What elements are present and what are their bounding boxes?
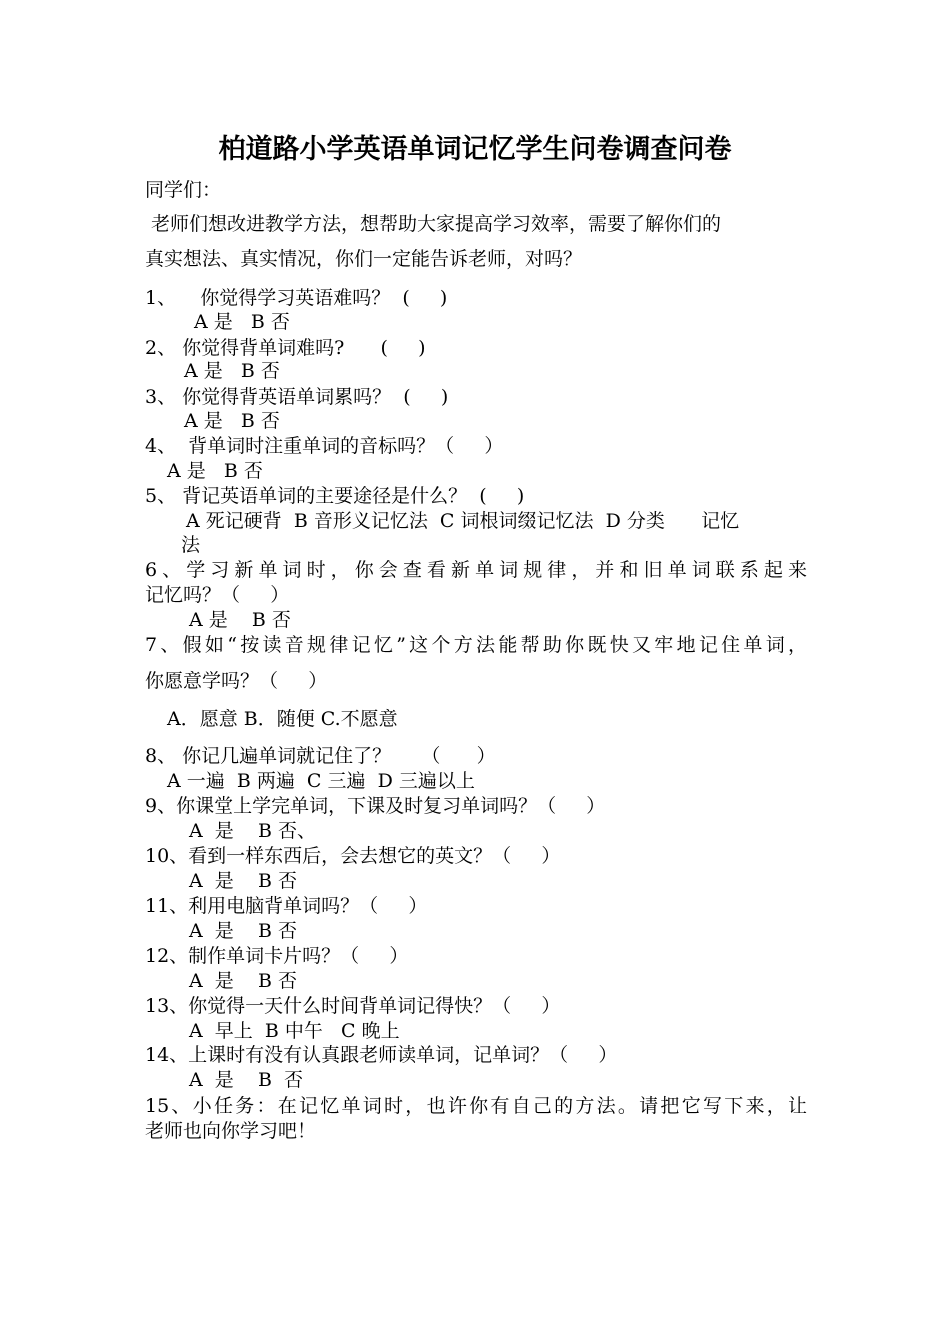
question-5-options-cont: 法	[181, 534, 201, 556]
question-15-line-2: 老师也向你学习吧！	[145, 1120, 317, 1142]
intro-line-1: 老师们想改进教学方法，想帮助大家提高学习效率，需要了解你们的	[145, 213, 722, 235]
question-3: 3、 你觉得背英语单词累吗？ ( )	[145, 386, 449, 408]
greeting: 同学们：	[145, 179, 222, 201]
question-10: 10、看到一样东西后，会去想它的英文？（ ）	[145, 845, 561, 867]
question-6-line-2: 记忆吗？（ ）	[145, 584, 290, 606]
question-4-options: A 是 B 否	[167, 460, 263, 482]
question-14-options: A 是 B 否	[189, 1069, 304, 1091]
question-7-options: A．愿意 B．随便 C.不愿意	[167, 708, 398, 730]
intro-line-2: 真实想法、真实情况，你们一定能告诉老师，对吗？	[145, 248, 583, 270]
question-15-line-1: 15、小任务：在记忆单词时，也许你有自己的方法。请把它写下来，让	[145, 1095, 807, 1117]
question-13: 13、你觉得一天什么时间背单词记得快？（ ）	[145, 995, 561, 1017]
question-4: 4、 背单词时注重单词的音标吗？（ ）	[145, 435, 504, 457]
question-8: 8、 你记几遍单词就记住了？ （ ）	[145, 745, 496, 767]
page-title: 柏道路小学英语单词记忆学生问卷调查问卷	[218, 134, 732, 165]
question-9: 9、你课堂上学完单词，下课及时复习单词吗？（ ）	[145, 795, 606, 817]
question-12: 12、制作单词卡片吗？（ ）	[145, 945, 409, 967]
question-9-options: A 是 B 否、	[189, 820, 316, 842]
question-10-options: A 是 B 否	[189, 870, 297, 892]
question-2-options: A 是 B 否	[184, 360, 280, 382]
question-8-options: A 一遍 B 两遍 C 三遍 D 三遍以上	[167, 770, 475, 792]
question-1-options: A 是 B 否	[194, 311, 290, 333]
question-12-options: A 是 B 否	[189, 970, 297, 992]
question-1: 1、 你觉得学习英语难吗？ ( )	[145, 287, 448, 309]
question-6-line-1: 6、学习新单词时，你会查看新单词规律，并和旧单词联系起来	[145, 559, 807, 581]
question-13-options: A 早上 B 中午 C 晚上	[189, 1020, 400, 1042]
question-11-options: A 是 B 否	[189, 920, 297, 942]
question-14: 14、上课时有没有认真跟老师读单词，记单词？（ ）	[145, 1044, 618, 1066]
question-2: 2、 你觉得背单词难吗? ( )	[145, 337, 426, 359]
question-5-options: A 死记硬背 B 音形义记忆法 C 词根词缀记忆法 D 分类 记忆	[186, 510, 740, 532]
question-5: 5、 背记英语单词的主要途径是什么？ ( )	[145, 485, 525, 507]
question-7-line-1: 7、假如“按读音规律记忆”这个方法能帮助你既快又牢地记住单词，	[145, 634, 807, 656]
question-6-options: A 是 B 否	[189, 609, 291, 631]
question-3-options: A 是 B 否	[184, 410, 280, 432]
question-11: 11、利用电脑背单词吗？（ ）	[145, 895, 428, 917]
question-7-line-2: 你愿意学吗？（ ）	[145, 670, 328, 692]
